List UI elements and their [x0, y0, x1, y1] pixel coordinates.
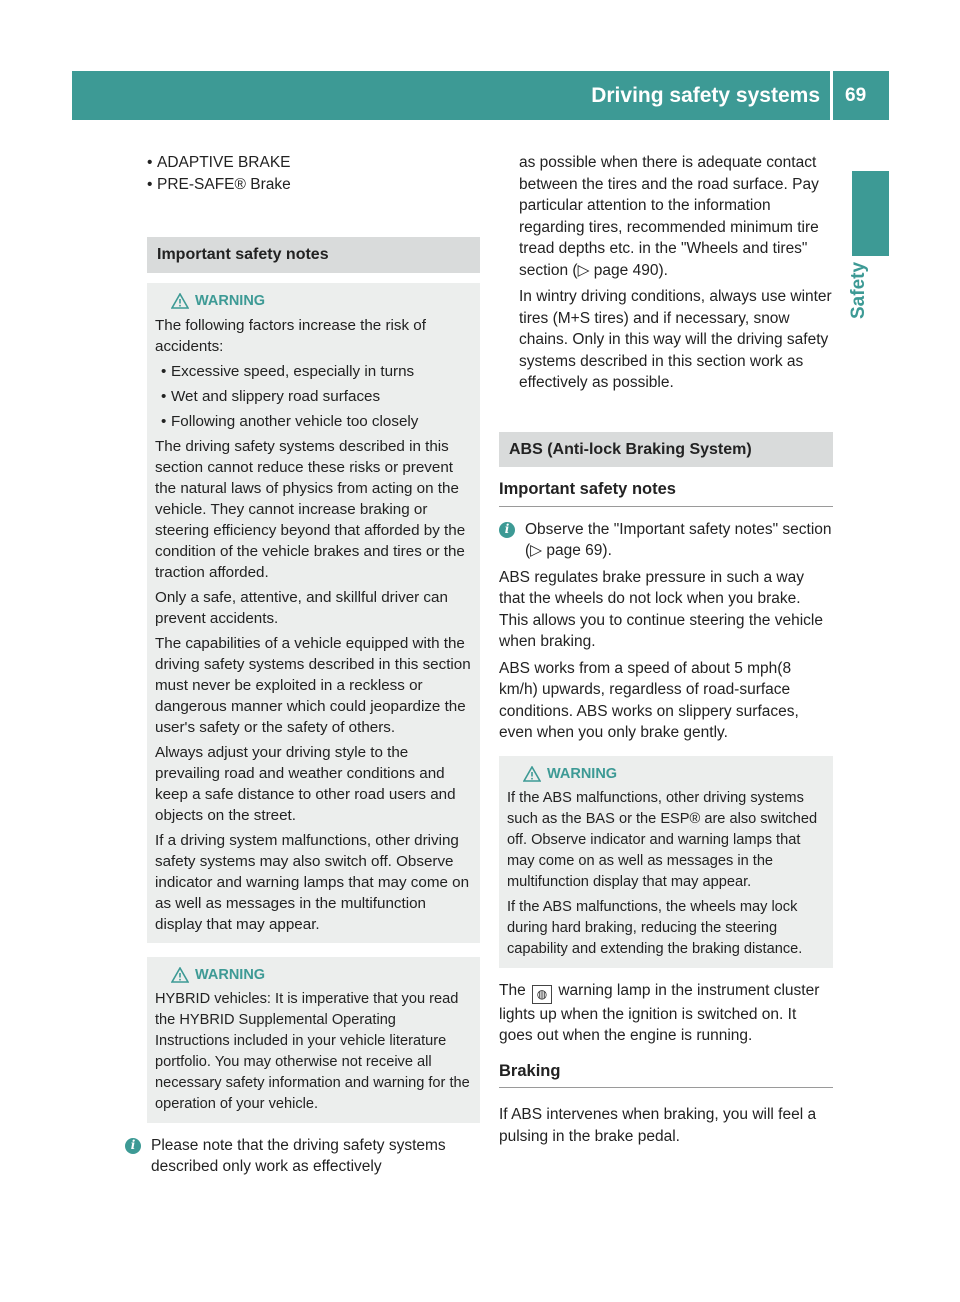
list-item: • Excessive speed, especially in turns	[161, 362, 415, 380]
body-text: The ◍ warning lamp in the instrument cluster lights up when the ignition is switched on. It goes out when the engine is running.	[499, 981, 820, 1044]
warning-text: The capabilities of a vehicle equipped with the driving safety systems described in this section must never be exploited in a reckless or dangerous manner which could jeopardize the user's safety or the safety of others.	[155, 634, 471, 736]
list-item: • PRE-SAFE® Brake	[147, 175, 291, 193]
body-text: If ABS intervenes when braking, you will feel a pulsing in the brake pedal.	[499, 1106, 817, 1145]
right-column	[499, 152, 833, 1152]
warning-box	[499, 756, 833, 968]
sub-heading: Braking	[499, 1061, 833, 1089]
chapter-tab	[852, 171, 889, 256]
body-text: ABS works from a speed of about 5 mph(8 km/h) upwards, regardless of road-surface conditions. ABS works on slippery surfaces, even when you only brake gently.	[499, 659, 799, 741]
list-item: • Wet and slippery road surfaces	[161, 387, 381, 405]
warning-text: If the ABS malfunctions, the wheels may lock during hard braking, reducing the steering capability and extending the braking distance.	[507, 898, 803, 957]
page-title: Driving safety systems	[591, 83, 820, 107]
warning-box	[147, 957, 480, 1123]
info-icon: i	[499, 522, 515, 538]
list-item: • Following another vehicle too closely	[161, 412, 419, 430]
section-heading: ABS (Anti-lock Braking System)	[499, 432, 833, 468]
warning-text: Only a safe, attentive, and skillful driver can prevent accidents.	[155, 588, 448, 627]
body-text: as possible when there is adequate contact between the tires and the road surface. Pay particular attention to the information regarding tires, recommended minimum tire tread depths etc. in the "Wheels and tires" section (▷ page 490).	[519, 154, 819, 279]
warning-title: WARNING	[171, 291, 474, 312]
body-text: In wintry driving conditions, always use winter tires (M+S tires) and if necessary, snow chains. Only in this way will the driving safety systems described in this section work as effectively as possible.	[519, 288, 832, 391]
warning-text: Always adjust your driving style to the prevailing road and weather conditions and keep a safe distance to other road users and objects on the street.	[155, 743, 456, 824]
warning-triangle-icon	[523, 766, 541, 782]
abs-warning-lamp-icon: ◍	[532, 985, 552, 1004]
page-number: 69	[833, 71, 889, 120]
warning-triangle-icon	[171, 293, 189, 309]
warning-text: HYBRID vehicles: It is imperative that you read the HYBRID Supplemental Operating Instructions included in your vehicle literature portfolio. You may otherwise not receive all necessary safety information and warning for the operation of your vehicle.	[155, 990, 470, 1112]
warning-text: The following factors increase the risk of accidents:	[155, 316, 426, 355]
info-note: i Observe the "Important safety notes" section (▷ page 69).	[499, 519, 833, 562]
section-heading: Important safety notes	[147, 237, 480, 273]
header-bar	[72, 71, 830, 120]
warning-text: If a driving system malfunctions, other driving safety systems may also switch off. Observe indicator and warning lamps that may come on as well as messages in the multifunction display that may appear.	[155, 831, 470, 933]
chapter-label: Safety	[848, 262, 869, 320]
left-column	[130, 152, 480, 1178]
warning-triangle-icon	[171, 967, 189, 983]
warning-text: The driving safety systems described in this section cannot reduce these risks or prevent the natural laws of physics from acting on the vehicle. They cannot increase braking or steering efficiency beyond that afforded by the condition of the vehicle brakes and tires or the traction afforded.	[155, 437, 466, 581]
warning-box	[147, 283, 480, 943]
info-icon: i	[125, 1138, 141, 1154]
sub-heading: Important safety notes	[499, 479, 833, 507]
warning-text: If the ABS malfunctions, other driving systems such as the BAS or the ESP® are also switched off. Observe indicator and warning lamps that may come on as well as messages in the multifunction display that may appear.	[507, 789, 818, 890]
list-item: • ADAPTIVE BRAKE	[147, 154, 291, 171]
body-text: ABS regulates brake pressure in such a way that the wheels do not lock when you brake. This allows you to continue steering the vehicle when braking.	[499, 568, 823, 650]
info-note: i Please note that the driving safety systems described only work as effectively	[125, 1135, 480, 1178]
warning-title: WARNING	[171, 965, 474, 986]
warning-title: WARNING	[523, 764, 827, 785]
